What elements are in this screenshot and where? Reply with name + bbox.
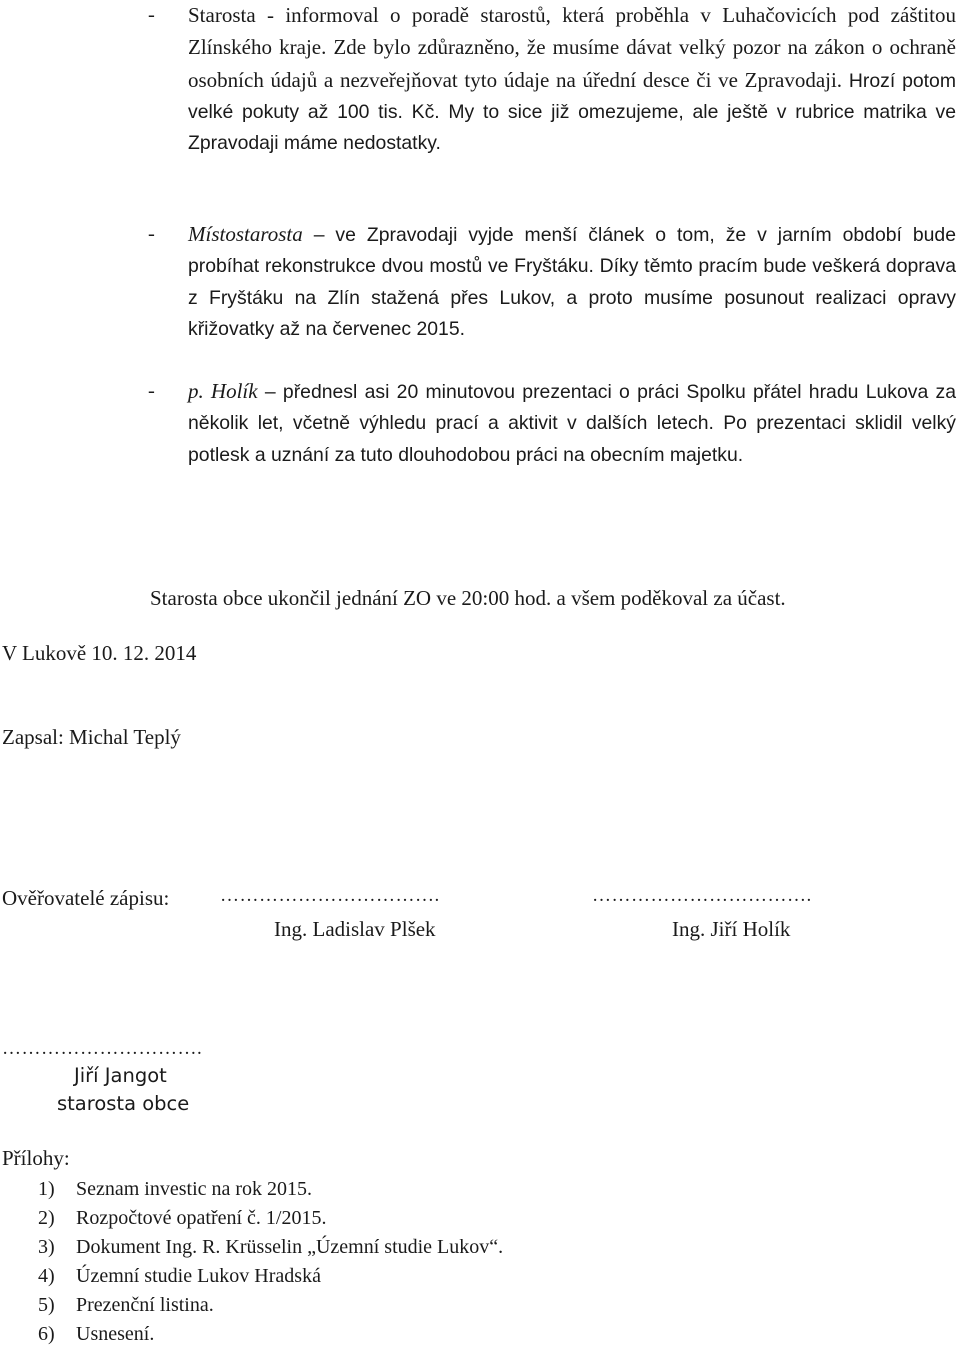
attachment-text: Usnesení. <box>76 1323 155 1345</box>
item-lead: p. Holík <box>188 379 258 403</box>
verifiers-label: Ověřovatelé zápisu: <box>2 886 170 910</box>
attachment-text: Prezenční listina. <box>76 1294 214 1316</box>
bullet-dash: - <box>148 223 155 245</box>
attachment-text: Seznam investic na rok 2015. <box>76 1178 313 1200</box>
list-number: 6) <box>38 1323 55 1345</box>
list-number: 4) <box>38 1265 55 1287</box>
list-item <box>38 1204 503 1233</box>
report-item-mayor <box>148 0 956 159</box>
list-number: 1) <box>38 1178 55 1200</box>
verifier-name-2: Ing. Jiří Holík <box>672 917 791 941</box>
signature-line-verifier-2: ……………………………. <box>592 885 812 906</box>
item-text-sans: – ve Zpravodaji vyjde menší článek o tom, že v jarním období bude probíhat rekonstrukce dvou mostů ve Fryštáku. Díky těmto pracím bude veškerá doprava z Fryštáku na Zlín stažená přes Lukov, a proto musíme posunout realizaci opravy křižovatky až na červenec 2015. <box>188 224 956 340</box>
closing-statement: Starosta obce ukončil jednání ZO ve 20:00 hod. a všem poděkoval za účast. <box>150 586 786 610</box>
mayor-name: Jiří Jangot <box>74 1064 167 1087</box>
list-number: 2) <box>38 1207 55 1229</box>
list-item <box>38 1175 503 1204</box>
bullet-dash: - <box>148 380 155 402</box>
report-item-deputy-mayor <box>148 219 956 345</box>
list-number: 3) <box>38 1236 55 1258</box>
place-and-date: V Lukově 10. 12. 2014 <box>2 641 197 665</box>
item-text-sans: Hrozí potom velké pokuty až 100 tis. Kč. My to sice již omezujeme, ale ještě v rubrice matrika ve Zpravodaji máme nedostatky. <box>188 69 956 155</box>
list-item <box>38 1262 503 1291</box>
list-item <box>38 1233 503 1262</box>
recorder: Zapsal: Michal Teplý <box>2 725 181 749</box>
verifier-name-1: Ing. Ladislav Plšek <box>274 917 436 941</box>
attachments-list <box>38 1175 503 1349</box>
list-item <box>38 1320 503 1349</box>
attachments-heading: Přílohy: <box>2 1146 70 1170</box>
attachment-text: Územní studie Lukov Hradská <box>76 1265 321 1287</box>
attachment-text: Rozpočtové opatření č. 1/2015. <box>76 1207 327 1229</box>
item-text-sans: – přednesl asi 20 minutovou prezentaci o práci Spolku přátel hradu Lukova za několik let, včetně výhledu prací a aktivit v dalších letech. Po prezentaci sklidil velký potlesk a uznání za tuto dlouhodobou práci na obecním majetku. <box>188 381 956 466</box>
signature-line-verifier-1: ……………………………. <box>220 885 440 906</box>
list-item <box>38 1291 503 1320</box>
report-item-holik <box>148 376 956 471</box>
signature-line-mayor: …………………………. <box>2 1038 203 1059</box>
list-number: 5) <box>38 1294 55 1316</box>
item-lead: Starosta <box>188 3 256 27</box>
item-text-serif: - informoval o poradě starostů, která proběhla v Luhačovicích pod záštitou Zlínského kraje. Zde bylo zdůrazněno, že musíme dávat velký pozor na zákon o ochraně osobních údajů a nezveřejňovat tyto údaje na úřední desce či ve Zpravodaji. <box>188 3 956 92</box>
attachment-text: Dokument Ing. R. Krüsselin „Územní studie Lukov“. <box>76 1236 504 1258</box>
mayor-role: starosta obce <box>57 1092 190 1115</box>
item-lead: Místostarosta <box>188 222 303 246</box>
bullet-dash: - <box>148 4 155 26</box>
